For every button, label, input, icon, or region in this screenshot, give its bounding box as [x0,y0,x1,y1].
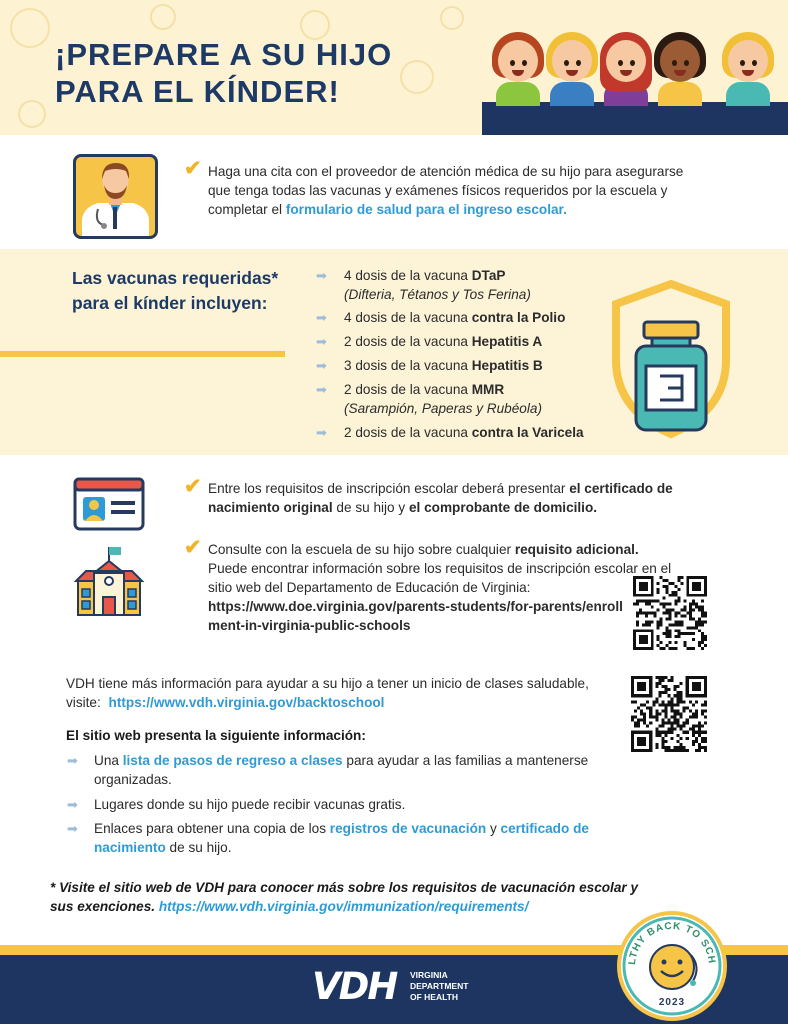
doodle-decoration [18,100,46,128]
vaccine-heading: Las vacunas requeridas* para el kínder incluyen: [72,268,279,313]
arrow-icon: ➡ [67,753,78,768]
doe-link[interactable]: https://www.doe.virginia.gov/parents-students/for-parents/enrollment-in-virginia-public-schools [208,599,623,633]
requirements-link[interactable]: https://www.vdh.virginia.gov/immunization/requirements/ [158,899,529,914]
doctor-icon [73,154,158,239]
doodle-decoration [440,6,464,30]
list-text: para ayudar a las familias a mantenerse organizadas. [94,753,589,787]
id-card-icon [73,477,145,531]
birth-certificate-link[interactable]: certificado de nacimiento [94,821,589,855]
vaccine-dose: 2 dosis de la vacuna [344,334,468,349]
badge-text: LTHY BACK TO SCH [626,920,718,966]
page-title [55,36,392,110]
vaccine-name: contra la Varicela [471,425,584,440]
doodle-decoration [400,60,434,94]
health-form-link[interactable]: formulario de salud para el ingreso escolar. [285,202,567,217]
kid-illustration [490,26,546,106]
list-text: Lugares donde su hijo puede recibir vacunas gratis. [94,797,406,812]
vaccine-detail: (Sarampión, Paperas y Rubéola) [344,401,542,416]
checkmark-icon: ✔ [184,157,202,180]
vaccine-name: Hepatitis B [471,358,543,373]
school-text-1: Consulte con la escuela de su hijo sobre cualquier [208,542,512,557]
appointment-text-body: Haga una cita con el proveedor de atención médica de su hijo para asegurarse que tenga todas las vacunas y exámenes físicos requeridos por la escuela y completar el [208,164,684,217]
vdh-info-text [66,674,626,712]
logo-line: DEPARTMENT [410,981,469,991]
school-text-2: Puede encontrar información sobre los requisitos de inscripción escolar en el sitio web del Departamento de Educación de Virginia: [208,561,672,595]
footnote [50,878,650,916]
proof-of-address-label: el comprobante de domicilio. [408,500,598,515]
kid-illustration [598,26,654,106]
vaccination-records-link[interactable]: registros de vacunación [329,821,487,836]
birth-certificate-label: el certificado de nacimiento original [208,481,673,515]
vdh-info-body: VDH tiene más información para ayudar a su hijo a tener un inicio de clases saludable, visite: [66,676,589,710]
list-text: de su hijo. [169,840,232,855]
footnote-text: * Visite el sitio web de VDH para conocer más sobre los requisitos de vacunación escolar y sus exenciones. [50,880,639,914]
vaccine-name: contra la Polio [471,310,566,325]
arrow-icon: ➡ [316,310,327,325]
arrow-icon: ➡ [67,821,78,836]
list-text: Una [94,753,119,768]
list-text: Enlaces para obtener una copia de los [94,821,327,836]
logo-line: VIRGINIA [410,970,448,980]
heading-underline [0,351,285,357]
arrow-icon: ➡ [316,334,327,349]
checklist-link[interactable]: lista de pasos de regreso a clases [122,753,343,768]
kid-illustration [720,26,776,106]
kids-bar [482,102,788,135]
checkmark-icon: ✔ [184,475,202,498]
kid-illustration [544,26,600,106]
badge-year: 2023 [658,997,686,1008]
school-building-icon [72,543,146,617]
arrow-icon: ➡ [67,797,78,812]
enrollment-text [208,479,688,517]
vaccine-dose: 4 dosis de la vacuna [344,268,468,283]
school-text [208,540,678,597]
vaccine-detail: (Difteria, Tétanos y Tos Ferina) [344,287,531,302]
vaccine-name: DTaP [471,268,506,283]
arrow-icon: ➡ [316,268,327,283]
title-line-1: ¡PREPARE A SU HIJO [55,37,393,72]
appointment-text [208,162,688,219]
arrow-icon: ➡ [316,358,327,373]
arrow-icon: ➡ [316,382,327,397]
backtoschool-link[interactable]: https://www.vdh.virginia.gov/backtoschool [108,695,385,710]
logo-line: OF HEALTH [410,992,459,1002]
doodle-decoration [150,4,176,30]
vaccine-dose: 2 dosis de la vacuna [344,425,468,440]
additional-requirement-label: requisito adicional. [514,542,639,557]
vaccine-name: MMR [471,382,505,397]
header-banner [0,0,788,135]
smiley-badge-icon [617,911,727,1021]
arrow-icon: ➡ [316,425,327,440]
site-info-heading: El sitio web presenta la siguiente información: [66,728,366,743]
qr-code-icon[interactable] [631,676,707,757]
vaccine-dose: 4 dosis de la vacuna [344,310,468,325]
checkmark-icon: ✔ [184,536,202,559]
vaccine-name: Hepatitis A [471,334,543,349]
vdh-logo-mark: VDH [312,965,397,1008]
vaccine-dose: 3 dosis de la vacuna [344,358,468,373]
kid-illustration [652,26,708,106]
title-line-2: PARA EL KÍNDER! [55,74,340,109]
qr-code-icon[interactable] [633,576,707,655]
vaccine-vial-icon [608,280,734,440]
vdh-logo-text [410,970,500,1003]
vaccine-dose: 2 dosis de la vacuna [344,382,468,397]
enrollment-text-2: de su hijo y [336,500,406,515]
doodle-decoration [10,8,50,48]
list-text: y [489,821,497,836]
enrollment-text-1: Entre los requisitos de inscripción escolar deberá presentar [208,481,566,496]
